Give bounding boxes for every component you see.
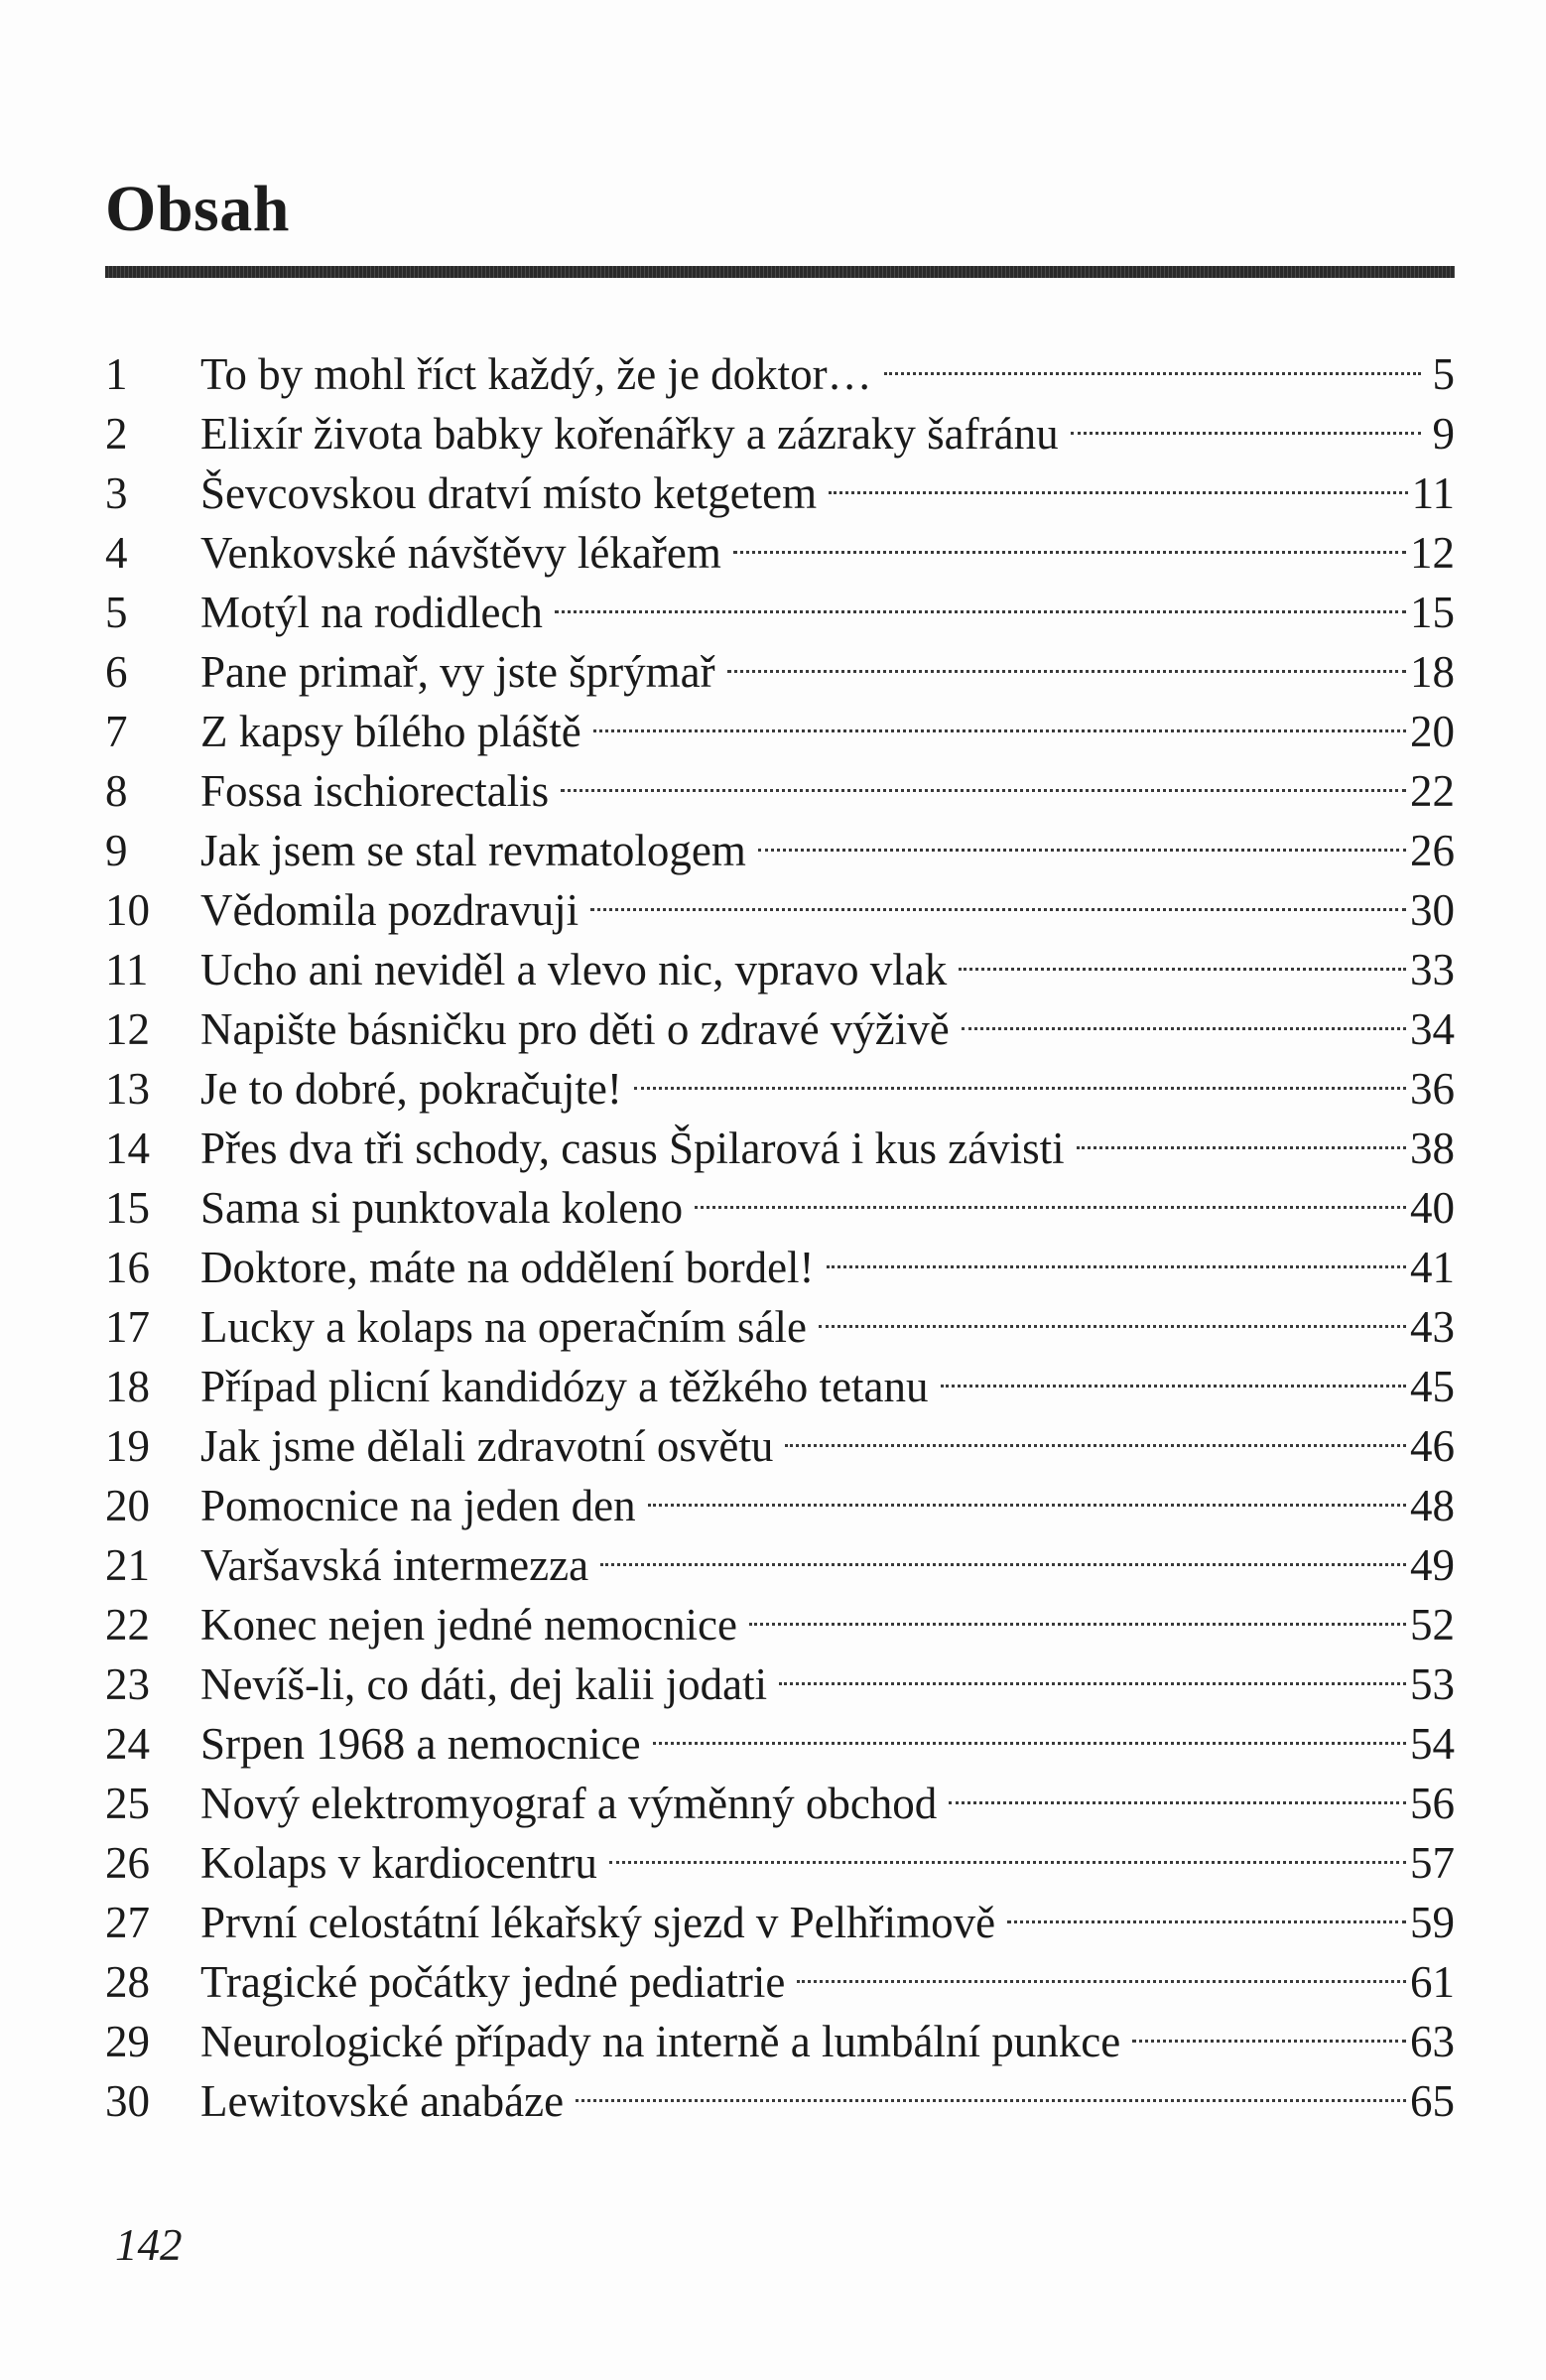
chapter-page-number: 54 (1410, 1719, 1455, 1769)
chapter-number: 14 (105, 1124, 150, 1173)
chapter-number: 6 (105, 647, 128, 697)
chapter-title: Ševcovskou dratví místo ketgetem (200, 468, 818, 518)
chapter-title: Neurologické případy na interně a lumbální punkce (200, 2017, 1121, 2066)
dot-leader (1077, 1104, 1406, 1163)
dot-leader (829, 449, 1408, 508)
chapter-page-number: 57 (1410, 1838, 1455, 1888)
dot-leader (779, 1640, 1406, 1699)
chapter-number: 9 (105, 826, 128, 875)
chapter-number: 28 (105, 1957, 150, 2007)
chapter-number: 12 (105, 1004, 150, 1054)
chapter-page-number: 34 (1410, 1004, 1455, 1054)
chapter-title: Kolaps v kardiocentru (200, 1838, 597, 1888)
chapter-number: 13 (105, 1064, 150, 1114)
chapter-page-number: 46 (1410, 1421, 1455, 1471)
chapter-page-number: 41 (1410, 1243, 1455, 1292)
chapter-title: Doktore, máte na oddělení bordel! (200, 1243, 815, 1292)
dot-leader (590, 865, 1406, 925)
chapter-page-number: 18 (1410, 647, 1455, 697)
chapter-page-number: 5 (1432, 349, 1455, 399)
chapter-number: 7 (105, 707, 128, 756)
chapter-title: Z kapsy bílého pláště (200, 707, 581, 756)
dot-leader (941, 1342, 1406, 1401)
title-rule (105, 266, 1455, 278)
chapter-number: 8 (105, 766, 128, 816)
dot-leader (959, 925, 1406, 985)
chapter-page-number: 48 (1410, 1481, 1455, 1530)
chapter-page-number: 65 (1410, 2076, 1455, 2126)
dot-leader (785, 1401, 1406, 1461)
chapter-number: 5 (105, 588, 128, 637)
dot-leader (593, 687, 1406, 746)
dot-leader (609, 1818, 1406, 1878)
chapter-page-number: 49 (1410, 1540, 1455, 1590)
dot-leader (695, 1163, 1406, 1223)
chapter-number: 25 (105, 1779, 150, 1828)
chapter-title: Je to dobré, pokračujte! (200, 1064, 622, 1114)
chapter-page-number: 30 (1410, 885, 1455, 935)
dot-leader (827, 1223, 1406, 1282)
chapter-number: 20 (105, 1481, 150, 1530)
dot-leader (561, 746, 1406, 806)
chapter-page-number: 11 (1411, 468, 1455, 518)
dot-leader (634, 1044, 1406, 1104)
dot-leader (962, 985, 1406, 1044)
chapter-title: Nevíš-li, co dáti, dej kalii jodati (200, 1659, 768, 1709)
chapter-page-number: 26 (1410, 826, 1455, 875)
chapter-title: Konec nejen jedné nemocnice (200, 1600, 737, 1650)
chapter-number: 23 (105, 1659, 150, 1709)
chapter-page-number: 38 (1410, 1124, 1455, 1173)
chapter-title: První celostátní lékařský sjezd v Pelhřimově (200, 1898, 996, 1947)
dot-leader (653, 1699, 1406, 1759)
dot-leader (819, 1282, 1406, 1342)
dot-leader (733, 508, 1406, 568)
dot-leader (576, 2056, 1406, 2116)
dot-leader (1132, 1997, 1406, 2056)
dot-leader (749, 1580, 1406, 1640)
dot-leader (727, 627, 1406, 687)
chapter-page-number: 20 (1410, 707, 1455, 756)
dot-leader (949, 1759, 1406, 1818)
chapter-title: Přes dva tři schody, casus Špilarová i kus závisti (200, 1124, 1065, 1173)
chapter-number: 29 (105, 2017, 150, 2066)
chapter-number: 2 (105, 409, 128, 459)
chapter-number: 15 (105, 1183, 150, 1233)
chapter-number: 27 (105, 1898, 150, 1947)
chapter-title: Lucky a kolaps na operačním sále (200, 1302, 808, 1352)
chapter-page-number: 22 (1410, 766, 1455, 816)
chapter-page-number: 53 (1410, 1659, 1455, 1709)
chapter-title: To by mohl říct každý, že je doktor… (200, 349, 872, 399)
chapter-title: Lewitovské anabáze (200, 2076, 565, 2126)
dot-leader (797, 1937, 1406, 1997)
chapter-number: 17 (105, 1302, 150, 1352)
chapter-page-number: 36 (1410, 1064, 1455, 1114)
chapter-title: Venkovské návštěvy lékařem (200, 528, 721, 578)
chapter-number: 1 (105, 349, 128, 399)
chapter-title: Fossa ischiorectalis (200, 766, 550, 816)
chapter-number: 3 (105, 468, 128, 518)
chapter-page-number: 43 (1410, 1302, 1455, 1352)
chapter-page-number: 61 (1410, 1957, 1455, 2007)
chapter-page-number: 40 (1410, 1183, 1455, 1233)
chapter-number: 24 (105, 1719, 150, 1769)
chapter-title: Nový elektromyograf a výměnný obchod (200, 1779, 938, 1828)
chapter-page-number: 45 (1410, 1362, 1455, 1411)
dot-leader (1071, 389, 1421, 449)
chapter-number: 16 (105, 1243, 150, 1292)
chapter-title: Elixír života babky kořenářky a zázraky šafránu (200, 409, 1059, 459)
chapter-number: 30 (105, 2076, 150, 2126)
chapter-page-number: 15 (1410, 588, 1455, 637)
chapter-title: Napište básničku pro děti o zdravé výživě (200, 1004, 950, 1054)
chapter-title: Motýl na rodidlech (200, 588, 543, 637)
chapter-page-number: 56 (1410, 1779, 1455, 1828)
chapter-number: 11 (105, 945, 149, 994)
chapter-title: Případ plicní kandidózy a těžkého tetanu (200, 1362, 929, 1411)
chapter-number: 21 (105, 1540, 150, 1590)
chapter-page-number: 52 (1410, 1600, 1455, 1650)
page-number: 142 (115, 2220, 183, 2270)
chapter-title: Vědomila pozdravuji (200, 885, 580, 935)
chapter-title: Srpen 1968 a nemocnice (200, 1719, 641, 1769)
chapter-page-number: 63 (1410, 2017, 1455, 2066)
chapter-title: Jak jsem se stal revmatologem (200, 826, 746, 875)
chapter-title: Sama si punktovala koleno (200, 1183, 684, 1233)
chapter-title: Pomocnice na jeden den (200, 1481, 636, 1530)
chapter-page-number: 59 (1410, 1898, 1455, 1947)
chapter-number: 18 (105, 1362, 150, 1411)
chapter-page-number: 12 (1410, 528, 1455, 578)
dot-leader (648, 1461, 1406, 1521)
dot-leader (600, 1521, 1406, 1580)
toc-entry (105, 330, 1455, 399)
dot-leader (555, 568, 1406, 627)
dot-leader (884, 330, 1421, 389)
page-title: Obsah (105, 173, 290, 245)
chapter-title: Pane primař, vy jste šprýmař (200, 647, 715, 697)
chapter-number: 19 (105, 1421, 150, 1471)
chapter-number: 4 (105, 528, 128, 578)
chapter-number: 22 (105, 1600, 150, 1650)
dot-leader (758, 806, 1406, 865)
chapter-title: Jak jsme dělali zdravotní osvětu (200, 1421, 774, 1471)
dot-leader (1007, 1878, 1406, 1937)
chapter-page-number: 33 (1410, 945, 1455, 994)
chapter-title: Tragické počátky jedné pediatrie (200, 1957, 786, 2007)
chapter-number: 10 (105, 885, 150, 935)
chapter-number: 26 (105, 1838, 150, 1888)
table-of-contents (105, 330, 1455, 2126)
chapter-title: Varšavská intermezza (200, 1540, 589, 1590)
chapter-page-number: 9 (1432, 409, 1455, 459)
chapter-title: Ucho ani neviděl a vlevo nic, vpravo vlak (200, 945, 948, 994)
